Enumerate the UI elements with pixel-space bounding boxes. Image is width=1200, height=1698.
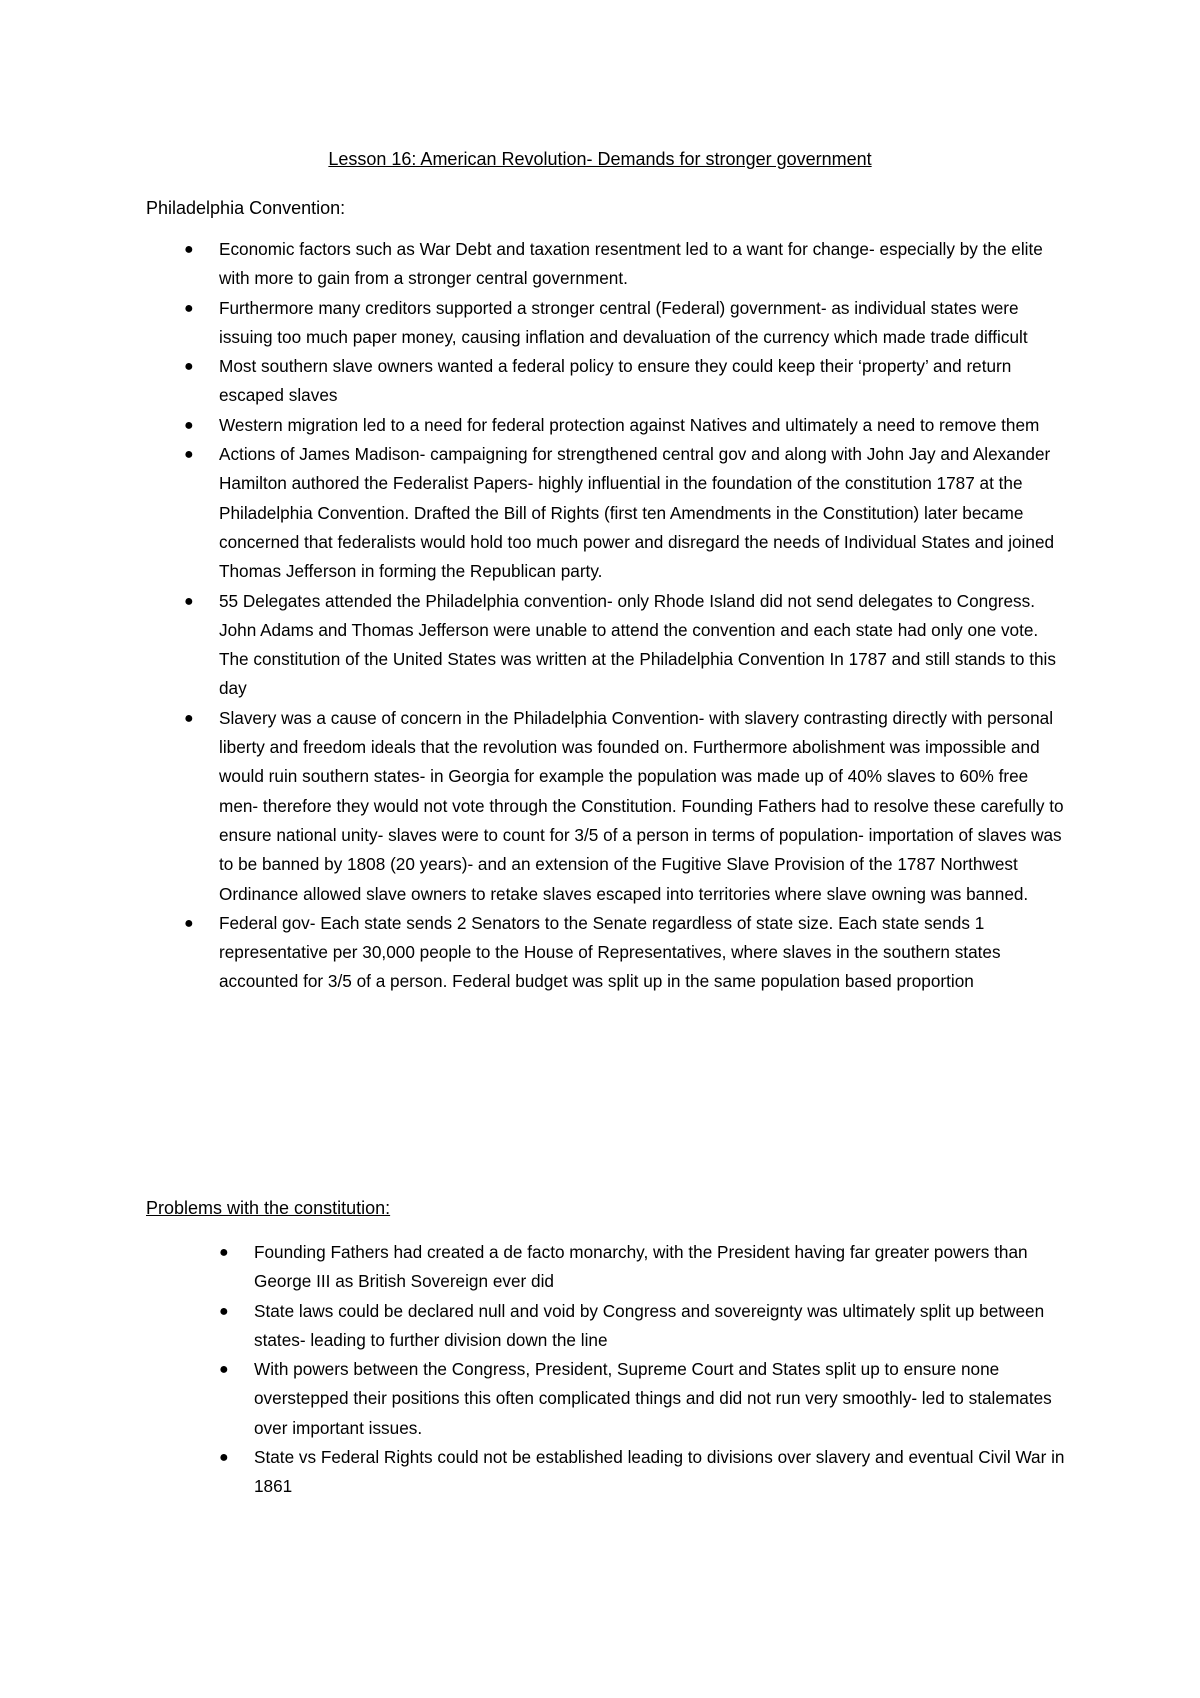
list-item	[184, 587, 1064, 704]
philadelphia-convention-list	[184, 235, 1064, 997]
list-item-text: Actions of James Madison- campaigning for strengthened central gov and along with John Jay and Alexander Hamilton authored the Federalist Papers- highly influential in the foundation of the constitution 1787 at the Philadelphia Convention. Drafted the Bill of Rights (first ten Amendments in the Constitution) later became concerned that federalists would hold too much power and disregard the needs of Individual States and joined Thomas Jefferson in forming the Republican party.	[219, 444, 1055, 582]
bullet-icon: ●	[219, 1361, 229, 1379]
list-item	[184, 704, 1064, 909]
bullet-icon: ●	[184, 299, 194, 317]
list-item-text: Slavery was a cause of concern in the Philadelphia Convention- with slavery contrasting directly with personal liberty and freedom ideals that the revolution was founded on. Furthermore abolishment was impossible and would ruin southern states- in Georgia for example the population was made up of 40% slaves to 60% free men- therefore they would not vote through the Constitution. Founding Fathers had to resolve these carefully to ensure national unity- slaves were to count for 3/5 of a person in terms of population- importation of slaves was to be banned by 1808 (20 years)- and an extension of the Fugitive Slave Provision of the 1787 Northwest Ordinance allowed slave owners to retake slaves escaped into territories where slave owning was banned.	[219, 707, 1064, 904]
list-item-text: Founding Fathers had created a de facto monarchy, with the President having far greater powers than George III as British Sovereign ever did	[254, 1242, 1028, 1292]
bullet-icon: ●	[184, 709, 194, 727]
bullet-icon: ●	[184, 416, 194, 434]
bullet-icon: ●	[219, 1244, 229, 1261]
list-item-text: 55 Delegates attended the Philadelphia convention- only Rhode Island did not send delegates to Congress. John Adams and Thomas Jefferson were unable to attend the convention and each state had only one vote. The constitution of the United States was written at the Philadelphia Convention In 1787 and still stands to this day	[219, 590, 1056, 699]
list-item-text: State laws could be declared null and void by Congress and sovereignty was ultimately split up between states- leading to further division down the line	[254, 1300, 1045, 1350]
document-title: Lesson 16: American Revolution- Demands for stronger government	[328, 149, 872, 169]
bullet-icon: ●	[184, 914, 194, 932]
bullet-icon: ●	[184, 358, 194, 376]
list-item-text: State vs Federal Rights could not be established leading to divisions over slavery and eventual Civil War in 1861	[254, 1447, 1065, 1497]
problems-with-constitution-list	[219, 1238, 1066, 1502]
list-item	[184, 294, 1064, 353]
list-item	[184, 235, 1064, 294]
list-item-text: Furthermore many creditors supported a stronger central (Federal) government- as individual states were issuing too much paper money, causing inflation and devaluation of the currency which made trade difficult	[219, 297, 1028, 347]
list-item-text: Western migration led to a need for federal protection against Natives and ultimately a need to remove them	[219, 414, 1040, 435]
bullet-icon: ●	[219, 1449, 229, 1467]
list-item	[184, 352, 1064, 411]
section-heading-problems-with-constitution: Problems with the constitution:	[146, 1198, 391, 1218]
list-item-text: With powers between the Congress, President, Supreme Court and States split up to ensure none overstepped their positions this often complicated things and did not run very smoothly- led to stalemates over important issues.	[254, 1359, 1052, 1438]
list-item	[219, 1238, 1066, 1297]
bullet-icon: ●	[184, 592, 194, 610]
bullet-icon: ●	[184, 241, 194, 258]
list-item-text: Most southern slave owners wanted a federal policy to ensure they could keep their ‘property’ and return escaped slaves	[219, 356, 1012, 406]
list-item	[184, 909, 1064, 997]
list-item	[184, 411, 1064, 440]
list-item	[219, 1443, 1066, 1502]
list-item-text: Economic factors such as War Debt and taxation resentment led to a want for change- especially by the elite with more to gain from a stronger central government.	[219, 239, 1043, 289]
list-item-text: Federal gov- Each state sends 2 Senators to the Senate regardless of state size. Each state sends 1 representative per 30,000 people to the House of Representatives, where slaves in the southern states accounted for 3/5 of a person. Federal budget was split up in the same population based proportion	[219, 912, 1001, 992]
list-item	[219, 1297, 1066, 1356]
bullet-icon: ●	[219, 1302, 229, 1320]
list-item	[219, 1355, 1066, 1443]
list-item	[184, 440, 1064, 586]
section-heading-philadelphia-convention: Philadelphia Convention:	[146, 198, 346, 218]
bullet-icon: ●	[184, 446, 194, 464]
